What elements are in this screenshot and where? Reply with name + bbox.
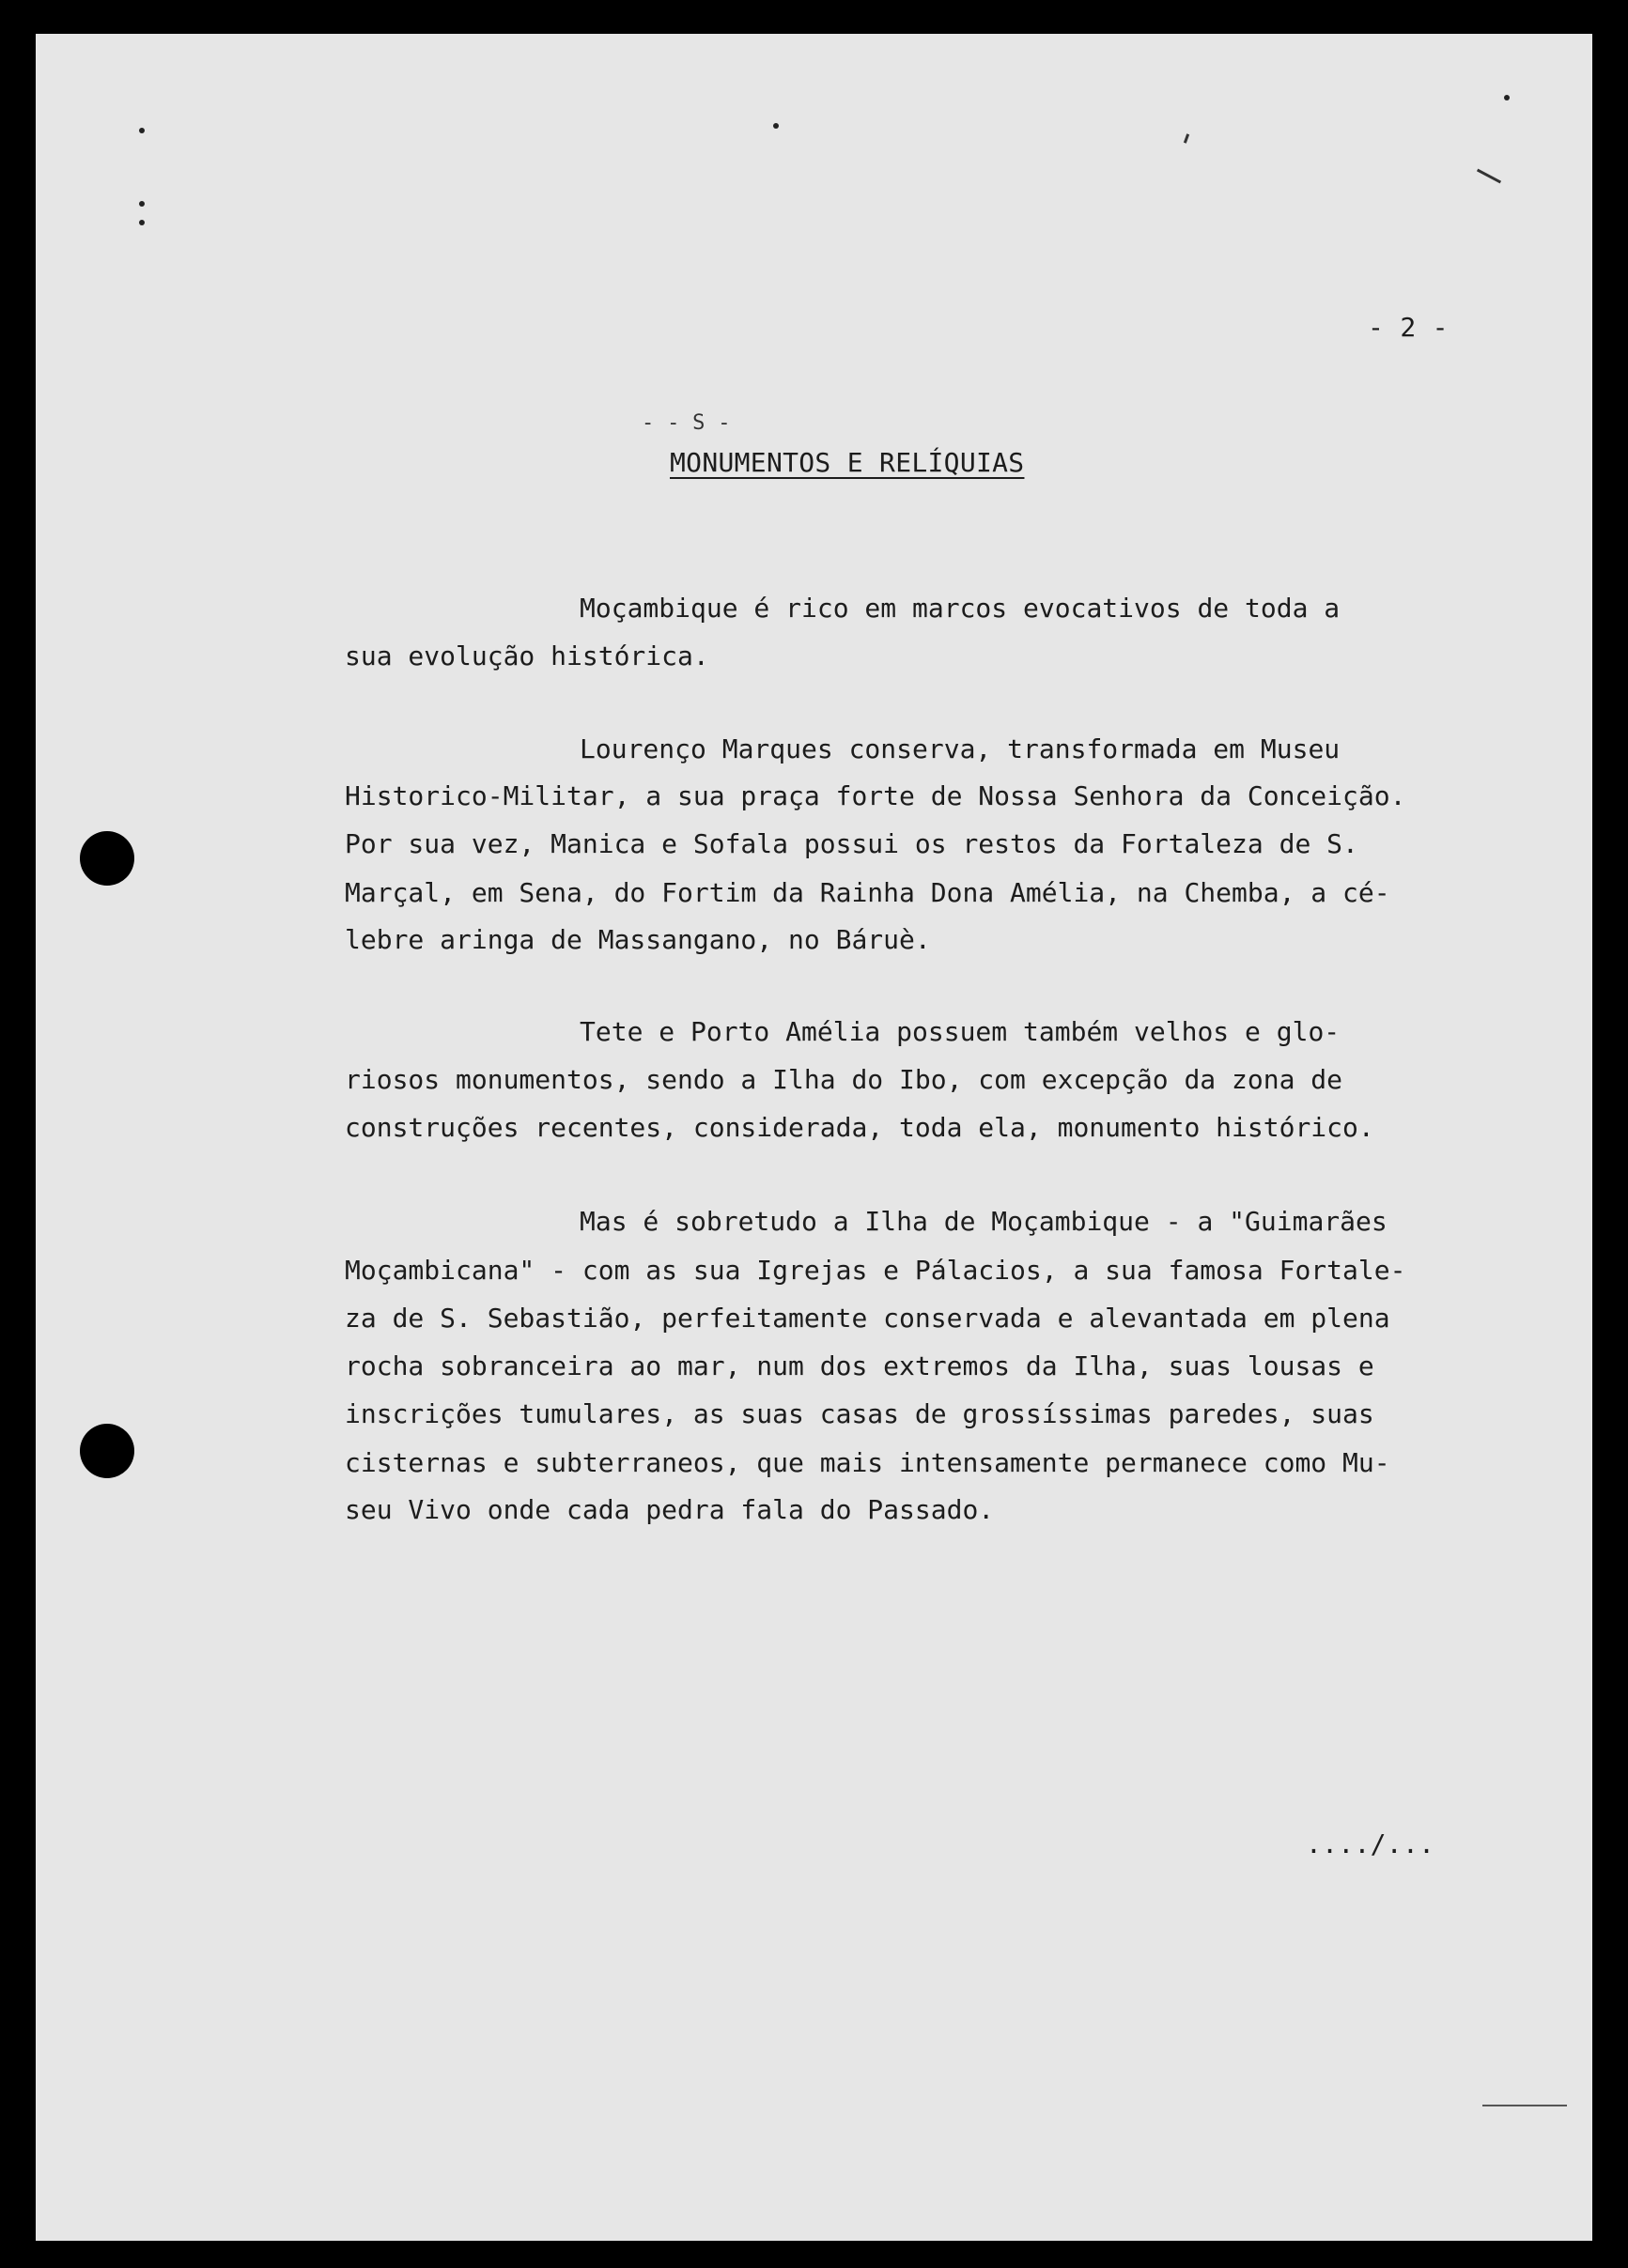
paragraph-line: riosos monumentos, sendo a Ilha do Ibo, com excepção da zona de [345,1064,1343,1095]
page-number: - 2 - [1368,312,1449,343]
paragraph-line: lebre aringa de Massangano, no Báruè. [345,924,931,955]
paragraph-line: za de S. Sebastião, perfeitamente conservada e alevantada em plena [345,1303,1390,1334]
paragraph-line: cisternas e subterraneos, que mais intensamente permanece como Mu- [345,1447,1390,1478]
punch-hole-icon [80,1424,134,1478]
paragraph-line: Mas é sobretudo a Ilha de Moçambique - a "Guimarães [580,1206,1388,1237]
speck-mark [1504,95,1510,100]
stroke-mark [1482,2105,1567,2106]
speck-mark [773,123,779,129]
document-page [36,34,1592,2241]
paragraph-line: Moçambicana" - com as sua Igrejas e Pálacios, a sua famosa Fortale- [345,1255,1406,1286]
paragraph-line: Por sua vez, Manica e Sofala possui os restos da Fortaleza de S. [345,828,1358,859]
paragraph-line: Marçal, em Sena, do Fortim da Rainha Dona Amélia, na Chemba, a cé- [345,877,1390,908]
paragraph-line: Moçambique é rico em marcos evocativos de toda a [580,593,1341,624]
paragraph-line: Lourenço Marques conserva, transformada em Museu [580,733,1341,764]
document-title: MONUMENTOS E RELÍQUIAS [670,447,1025,478]
speck-mark [139,128,145,133]
paragraph-line: construções recentes, considerada, toda ela, monumento histórico. [345,1112,1374,1143]
header-mark: - - S - [642,411,731,435]
paragraph-line: sua evolução histórica. [345,640,709,671]
continuation-marker: ..../... [1306,1828,1435,1859]
speck-mark [139,201,145,207]
paragraph-line: inscrições tumulares, as suas casas de grossíssimas paredes, suas [345,1398,1374,1429]
speck-mark [139,220,145,225]
stroke-mark [1477,169,1501,184]
paragraph-line: Tete e Porto Amélia possuem também velhos e glo- [580,1016,1341,1047]
stroke-mark [1184,133,1189,143]
paragraph-line: seu Vivo onde cada pedra fala do Passado. [345,1494,995,1525]
paragraph-line: Historico-Militar, a sua praça forte de Nossa Senhora da Conceição. [345,780,1406,811]
punch-hole-icon [80,831,134,886]
paragraph-line: rocha sobranceira ao mar, num dos extremos da Ilha, suas lousas e [345,1350,1374,1381]
